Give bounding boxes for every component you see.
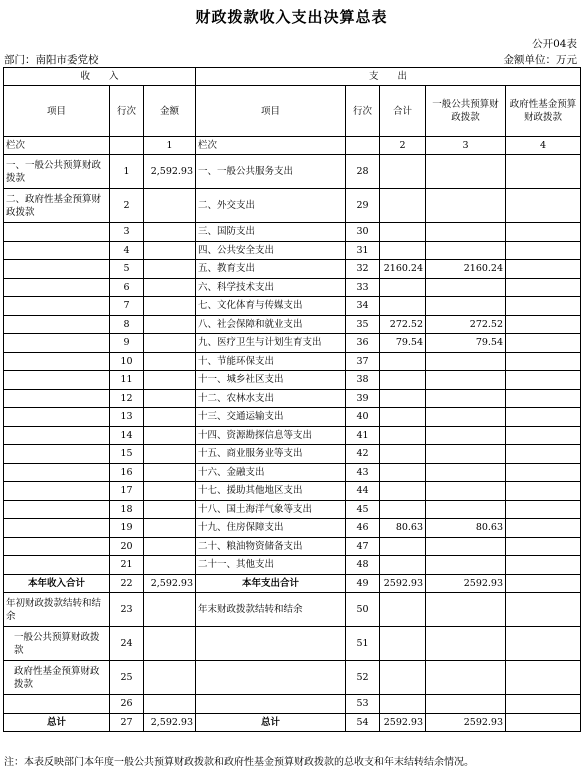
income-line: 19 [110, 519, 144, 538]
expense-line: 34 [346, 297, 380, 316]
income-line: 2 [110, 189, 144, 223]
expense-general [426, 223, 506, 242]
expense-lanci: 栏次 [196, 137, 346, 155]
income-line: 1 [110, 155, 144, 189]
expense-item: 二、外交支出 [196, 189, 346, 223]
expense-fund [506, 627, 581, 661]
table-row [4, 297, 581, 316]
expense-item [196, 695, 346, 714]
expense-total [380, 500, 426, 519]
income-lanci: 栏次 [4, 137, 110, 155]
income-amount [144, 223, 196, 242]
income-amount [144, 278, 196, 297]
income-amount [144, 500, 196, 519]
income-amount [144, 315, 196, 334]
income-line: 5 [110, 260, 144, 279]
expense-total [380, 278, 426, 297]
expense-item [196, 661, 346, 695]
expense-total [380, 426, 426, 445]
expense-item: 十六、金融支出 [196, 463, 346, 482]
expense-item: 八、社会保障和就业支出 [196, 315, 346, 334]
income-line: 15 [110, 445, 144, 464]
income-item [4, 371, 110, 390]
income-item [4, 260, 110, 279]
income-line: 20 [110, 537, 144, 556]
income-item [4, 315, 110, 334]
table-row [4, 627, 581, 661]
income-header: 收 入 [4, 68, 196, 86]
index-3: 3 [426, 137, 506, 155]
expense-fund [506, 519, 581, 538]
expense-total [380, 482, 426, 501]
expense-fund [506, 574, 581, 593]
income-line: 23 [110, 593, 144, 627]
income-amount [144, 627, 196, 661]
table-row [4, 500, 581, 519]
expense-item: 十、节能环保支出 [196, 352, 346, 371]
expense-total [380, 389, 426, 408]
expense-line: 42 [346, 445, 380, 464]
income-item: 一、一般公共预算财政拨款 [4, 155, 110, 189]
expense-item [196, 627, 346, 661]
expense-item: 总计 [196, 713, 346, 732]
income-item: 政府性基金预算财政拨款 [4, 661, 110, 695]
expense-total [380, 445, 426, 464]
table-row [4, 389, 581, 408]
expense-general [426, 593, 506, 627]
expense-line: 28 [346, 155, 380, 189]
income-amount [144, 593, 196, 627]
expense-line: 49 [346, 574, 380, 593]
expense-general [426, 189, 506, 223]
income-amount [144, 352, 196, 371]
income-item [4, 334, 110, 353]
income-item [4, 278, 110, 297]
expense-fund [506, 426, 581, 445]
expense-general [426, 371, 506, 390]
expense-item: 十八、国土海洋气象等支出 [196, 500, 346, 519]
income-line: 6 [110, 278, 144, 297]
income-item [4, 537, 110, 556]
expense-line: 30 [346, 223, 380, 242]
income-line: 25 [110, 661, 144, 695]
department-label: 部门：南阳市委党校 [4, 54, 99, 66]
income-item: 本年收入合计 [4, 574, 110, 593]
index-4: 4 [506, 137, 581, 155]
col-expense-item: 项目 [196, 86, 346, 137]
col-expense-fund: 政府性基金预算财政拨款 [506, 86, 581, 137]
table-row [4, 315, 581, 334]
income-item [4, 556, 110, 575]
expense-item: 本年支出合计 [196, 574, 346, 593]
income-line: 8 [110, 315, 144, 334]
expense-fund [506, 463, 581, 482]
expense-item: 十三、交通运输支出 [196, 408, 346, 427]
expense-fund [506, 260, 581, 279]
col-expense-total: 合计 [380, 86, 426, 137]
expense-line: 29 [346, 189, 380, 223]
expense-line: 53 [346, 695, 380, 714]
expense-general [426, 278, 506, 297]
expense-general [426, 661, 506, 695]
expense-general: 2160.24 [426, 260, 506, 279]
income-item: 二、政府性基金预算财政拨款 [4, 189, 110, 223]
income-item [4, 482, 110, 501]
expense-general [426, 408, 506, 427]
expense-total [380, 627, 426, 661]
expense-line: 38 [346, 371, 380, 390]
income-amount [144, 463, 196, 482]
expense-line: 40 [346, 408, 380, 427]
expense-general: 79.54 [426, 334, 506, 353]
income-amount [144, 389, 196, 408]
income-amount [144, 241, 196, 260]
expense-fund [506, 241, 581, 260]
expense-line: 54 [346, 713, 380, 732]
expense-total: 2160.24 [380, 260, 426, 279]
budget-table [3, 67, 581, 732]
income-line: 22 [110, 574, 144, 593]
expense-fund [506, 482, 581, 501]
form-code: 公开04表 [532, 38, 577, 50]
expense-general [426, 695, 506, 714]
expense-general [426, 352, 506, 371]
income-amount [144, 189, 196, 223]
expense-line: 47 [346, 537, 380, 556]
expense-general: 80.63 [426, 519, 506, 538]
income-line: 9 [110, 334, 144, 353]
expense-general [426, 537, 506, 556]
expense-line: 44 [346, 482, 380, 501]
income-line: 26 [110, 695, 144, 714]
expense-fund [506, 155, 581, 189]
table-row [4, 155, 581, 189]
expense-general [426, 389, 506, 408]
expense-fund [506, 278, 581, 297]
table-row [4, 241, 581, 260]
expense-general [426, 556, 506, 575]
expense-total: 2592.93 [380, 713, 426, 732]
col-expense-general: 一般公共预算财政拨款 [426, 86, 506, 137]
income-amount [144, 445, 196, 464]
expense-line: 36 [346, 334, 380, 353]
expense-fund [506, 371, 581, 390]
income-item [4, 519, 110, 538]
income-line: 10 [110, 352, 144, 371]
income-line: 11 [110, 371, 144, 390]
income-line: 17 [110, 482, 144, 501]
col-income-item: 项目 [4, 86, 110, 137]
table-row [4, 408, 581, 427]
expense-total [380, 297, 426, 316]
expense-total [380, 155, 426, 189]
expense-fund [506, 189, 581, 223]
expense-fund [506, 695, 581, 714]
expense-total [380, 408, 426, 427]
expense-fund [506, 445, 581, 464]
income-amount [144, 695, 196, 714]
expense-fund [506, 556, 581, 575]
income-amount [144, 661, 196, 695]
expense-line: 51 [346, 627, 380, 661]
income-line: 27 [110, 713, 144, 732]
income-line: 13 [110, 408, 144, 427]
column-header-row [4, 86, 581, 137]
col-income-line: 行次 [110, 86, 144, 137]
expense-general [426, 426, 506, 445]
expense-general [426, 297, 506, 316]
expense-total [380, 556, 426, 575]
income-amount [144, 260, 196, 279]
expense-fund [506, 223, 581, 242]
income-amount [144, 482, 196, 501]
expense-fund [506, 315, 581, 334]
expense-fund [506, 593, 581, 627]
income-line: 18 [110, 500, 144, 519]
expense-fund [506, 389, 581, 408]
table-row [4, 695, 581, 714]
expense-fund [506, 500, 581, 519]
table-row [4, 445, 581, 464]
expense-line: 33 [346, 278, 380, 297]
expense-general: 2592.93 [426, 574, 506, 593]
expense-total [380, 695, 426, 714]
expense-general [426, 241, 506, 260]
expense-item: 十九、住房保障支出 [196, 519, 346, 538]
income-amount [144, 297, 196, 316]
expense-item: 十一、城乡社区支出 [196, 371, 346, 390]
income-amount [144, 556, 196, 575]
expense-total [380, 241, 426, 260]
table-row [4, 556, 581, 575]
expense-item: 六、科学技术支出 [196, 278, 346, 297]
income-item [4, 352, 110, 371]
income-amount [144, 334, 196, 353]
income-amount [144, 408, 196, 427]
expense-total [380, 371, 426, 390]
col-expense-line: 行次 [346, 86, 380, 137]
income-item [4, 389, 110, 408]
table-row [4, 661, 581, 695]
section-header-row [4, 68, 581, 86]
expense-total [380, 661, 426, 695]
expense-fund [506, 408, 581, 427]
expense-line: 31 [346, 241, 380, 260]
expense-total [380, 223, 426, 242]
expense-line: 43 [346, 463, 380, 482]
table-row [4, 574, 581, 593]
income-line: 4 [110, 241, 144, 260]
expense-line: 50 [346, 593, 380, 627]
income-item [4, 408, 110, 427]
table-row [4, 519, 581, 538]
income-line: 3 [110, 223, 144, 242]
income-item [4, 241, 110, 260]
expense-item: 十七、援助其他地区支出 [196, 482, 346, 501]
expense-item: 年末财政拨款结转和结余 [196, 593, 346, 627]
expense-total: 80.63 [380, 519, 426, 538]
expense-general: 2592.93 [426, 713, 506, 732]
expense-line: 46 [346, 519, 380, 538]
index-2: 2 [380, 137, 426, 155]
table-row [4, 352, 581, 371]
expense-fund [506, 661, 581, 695]
expense-item: 一、一般公共服务支出 [196, 155, 346, 189]
income-amount: 2,592.93 [144, 713, 196, 732]
expense-item: 十二、农林水支出 [196, 389, 346, 408]
expense-line: 45 [346, 500, 380, 519]
expense-general [426, 155, 506, 189]
expense-line: 48 [346, 556, 380, 575]
table-row [4, 463, 581, 482]
expense-header: 支 出 [196, 68, 581, 86]
income-amount [144, 537, 196, 556]
expense-total [380, 189, 426, 223]
income-amount [144, 426, 196, 445]
table-row [4, 537, 581, 556]
expense-total: 79.54 [380, 334, 426, 353]
expense-fund [506, 334, 581, 353]
income-line: 21 [110, 556, 144, 575]
expense-line: 37 [346, 352, 380, 371]
expense-item: 十四、资源勘探信息等支出 [196, 426, 346, 445]
income-item [4, 445, 110, 464]
col-income-amount: 金额 [144, 86, 196, 137]
income-item [4, 297, 110, 316]
expense-item: 二十一、其他支出 [196, 556, 346, 575]
income-amount: 2,592.93 [144, 574, 196, 593]
income-line: 12 [110, 389, 144, 408]
expense-fund [506, 352, 581, 371]
table-row [4, 593, 581, 627]
income-item [4, 695, 110, 714]
table-row [4, 278, 581, 297]
table-row [4, 260, 581, 279]
expense-fund [506, 713, 581, 732]
report-title: 财政拨款收入支出决算总表 [195, 8, 388, 26]
expense-general [426, 463, 506, 482]
income-item: 年初财政拨款结转和结余 [4, 593, 110, 627]
expense-general [426, 445, 506, 464]
expense-line: 32 [346, 260, 380, 279]
expense-item: 九、医疗卫生与计划生育支出 [196, 334, 346, 353]
expense-fund [506, 297, 581, 316]
expense-line: 39 [346, 389, 380, 408]
expense-line: 52 [346, 661, 380, 695]
expense-total [380, 463, 426, 482]
income-amount [144, 519, 196, 538]
income-amount: 2,592.93 [144, 155, 196, 189]
index-1: 1 [144, 137, 196, 155]
expense-item: 七、文化体育与传媒支出 [196, 297, 346, 316]
income-line: 7 [110, 297, 144, 316]
expense-line: 41 [346, 426, 380, 445]
table-row [4, 334, 581, 353]
expense-item: 三、国防支出 [196, 223, 346, 242]
expense-general [426, 500, 506, 519]
footnote: 注：本表反映部门本年度一般公共预算财政拨款和政府性基金预算财政拨款的总收支和年末结转结余情况。 [4, 757, 474, 768]
table-row [4, 189, 581, 223]
expense-total [380, 352, 426, 371]
expense-total: 2592.93 [380, 574, 426, 593]
table-row [4, 713, 581, 732]
income-item [4, 500, 110, 519]
expense-fund [506, 537, 581, 556]
table-row [4, 371, 581, 390]
income-item: 总计 [4, 713, 110, 732]
expense-item: 五、教育支出 [196, 260, 346, 279]
table-row [4, 426, 581, 445]
income-line: 16 [110, 463, 144, 482]
income-item [4, 223, 110, 242]
expense-total: 272.52 [380, 315, 426, 334]
income-amount [144, 371, 196, 390]
income-item [4, 426, 110, 445]
table-row [4, 482, 581, 501]
expense-general [426, 627, 506, 661]
income-item: 一般公共预算财政拨款 [4, 627, 110, 661]
expense-general: 272.52 [426, 315, 506, 334]
expense-total [380, 537, 426, 556]
expense-item: 二十、粮油物资储备支出 [196, 537, 346, 556]
income-line: 24 [110, 627, 144, 661]
income-line: 14 [110, 426, 144, 445]
expense-item: 十五、商业服务业等支出 [196, 445, 346, 464]
expense-general [426, 482, 506, 501]
expense-item: 四、公共安全支出 [196, 241, 346, 260]
expense-total [380, 593, 426, 627]
unit-label: 金额单位：万元 [503, 54, 577, 66]
table-row [4, 223, 581, 242]
column-index-row [4, 137, 581, 155]
expense-line: 35 [346, 315, 380, 334]
income-item [4, 463, 110, 482]
